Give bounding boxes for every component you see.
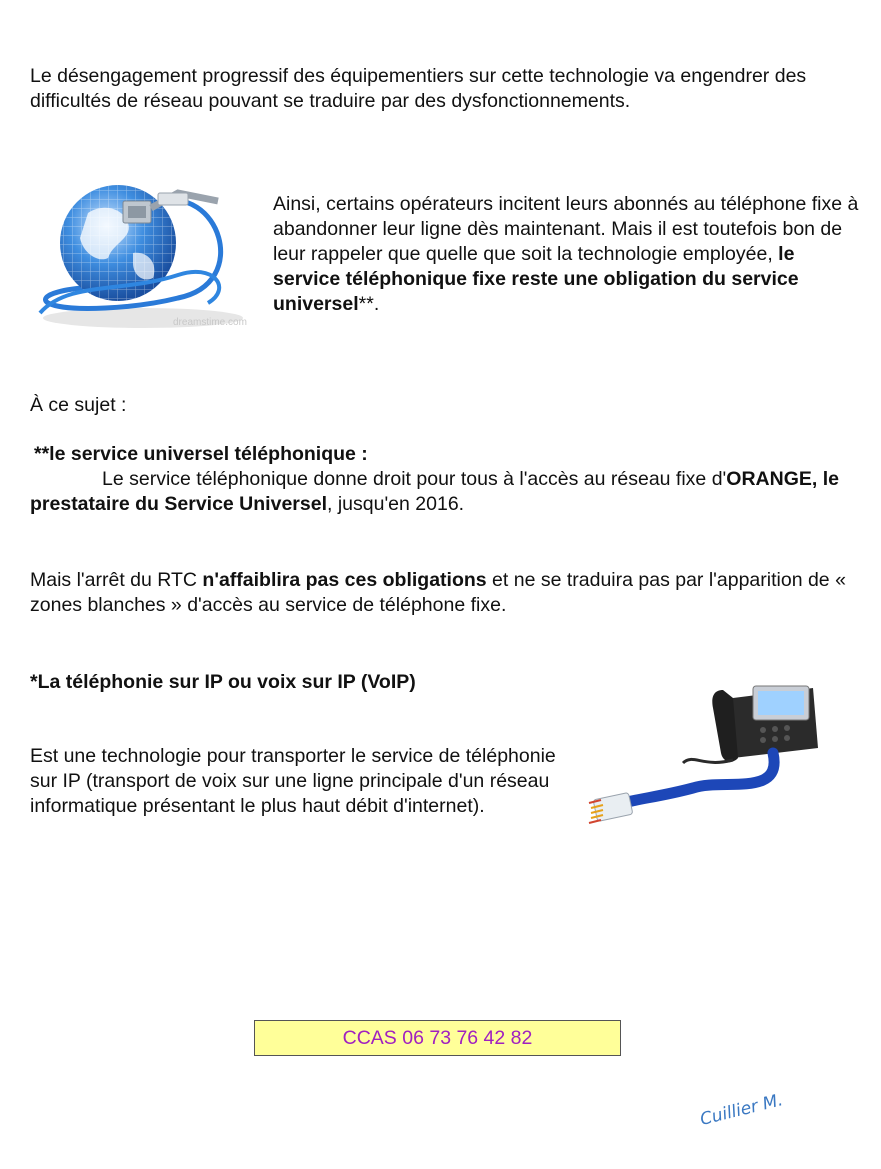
ip-phone-image	[583, 668, 833, 858]
universal-service-bold: ORANGE, le prestataire du Service Universel	[30, 468, 839, 515]
operators-end: **.	[358, 293, 380, 315]
voip-title-text: *La téléphonie sur IP ou voix sur IP (VoIP)	[30, 671, 416, 693]
universal-service-paragraph	[30, 467, 850, 517]
rtc-bold: n'affaiblira pas ces obligations	[202, 569, 487, 591]
rtc-paragraph	[30, 568, 850, 618]
universal-service-end: , jusqu'en 2016.	[327, 493, 465, 515]
voip-title	[30, 670, 416, 695]
rtc-end: et ne se traduira pas par l'apparition de « zones blanches » d'accès au service de téléphone fixe.	[30, 569, 846, 616]
operators-bold: le service téléphonique fixe reste une obligation du service universel	[273, 243, 799, 315]
universal-service-title	[34, 442, 368, 467]
universal-service-text: Le service téléphonique donne droit pour tous à l'accès au réseau fixe d'	[102, 468, 727, 490]
universal-service-title-text: **le service universel téléphonique :	[34, 443, 368, 465]
contact-box: CCAS 06 73 76 42 82	[254, 1020, 621, 1056]
voip-description: Est une technologie pour transporter le service de téléphonie sur IP (transport de voix sur une ligne principale d'un réseau informatique présentant le plus haut débit d'internet).	[30, 745, 556, 817]
watermark-text: dreamstime.com	[173, 317, 247, 328]
operators-paragraph	[273, 192, 863, 317]
operators-text: Ainsi, certains opérateurs incitent leurs abonnés au téléphone fixe à abandonner leur ligne dès maintenant. Mais il est toutefois bon de leur rappeler que quelle que soit la technologie employée,	[273, 193, 859, 265]
subject-heading: À ce sujet :	[30, 394, 127, 416]
intro-paragraph: Le désengagement progressif des équipementiers sur cette technologie va engendrer des difficultés de réseau pouvant se traduire par des dysfonctionnements.	[30, 65, 807, 112]
signature: Cuillier M.	[698, 1090, 785, 1130]
rtc-text: Mais l'arrêt du RTC	[30, 569, 203, 591]
globe-network-image	[28, 163, 254, 333]
